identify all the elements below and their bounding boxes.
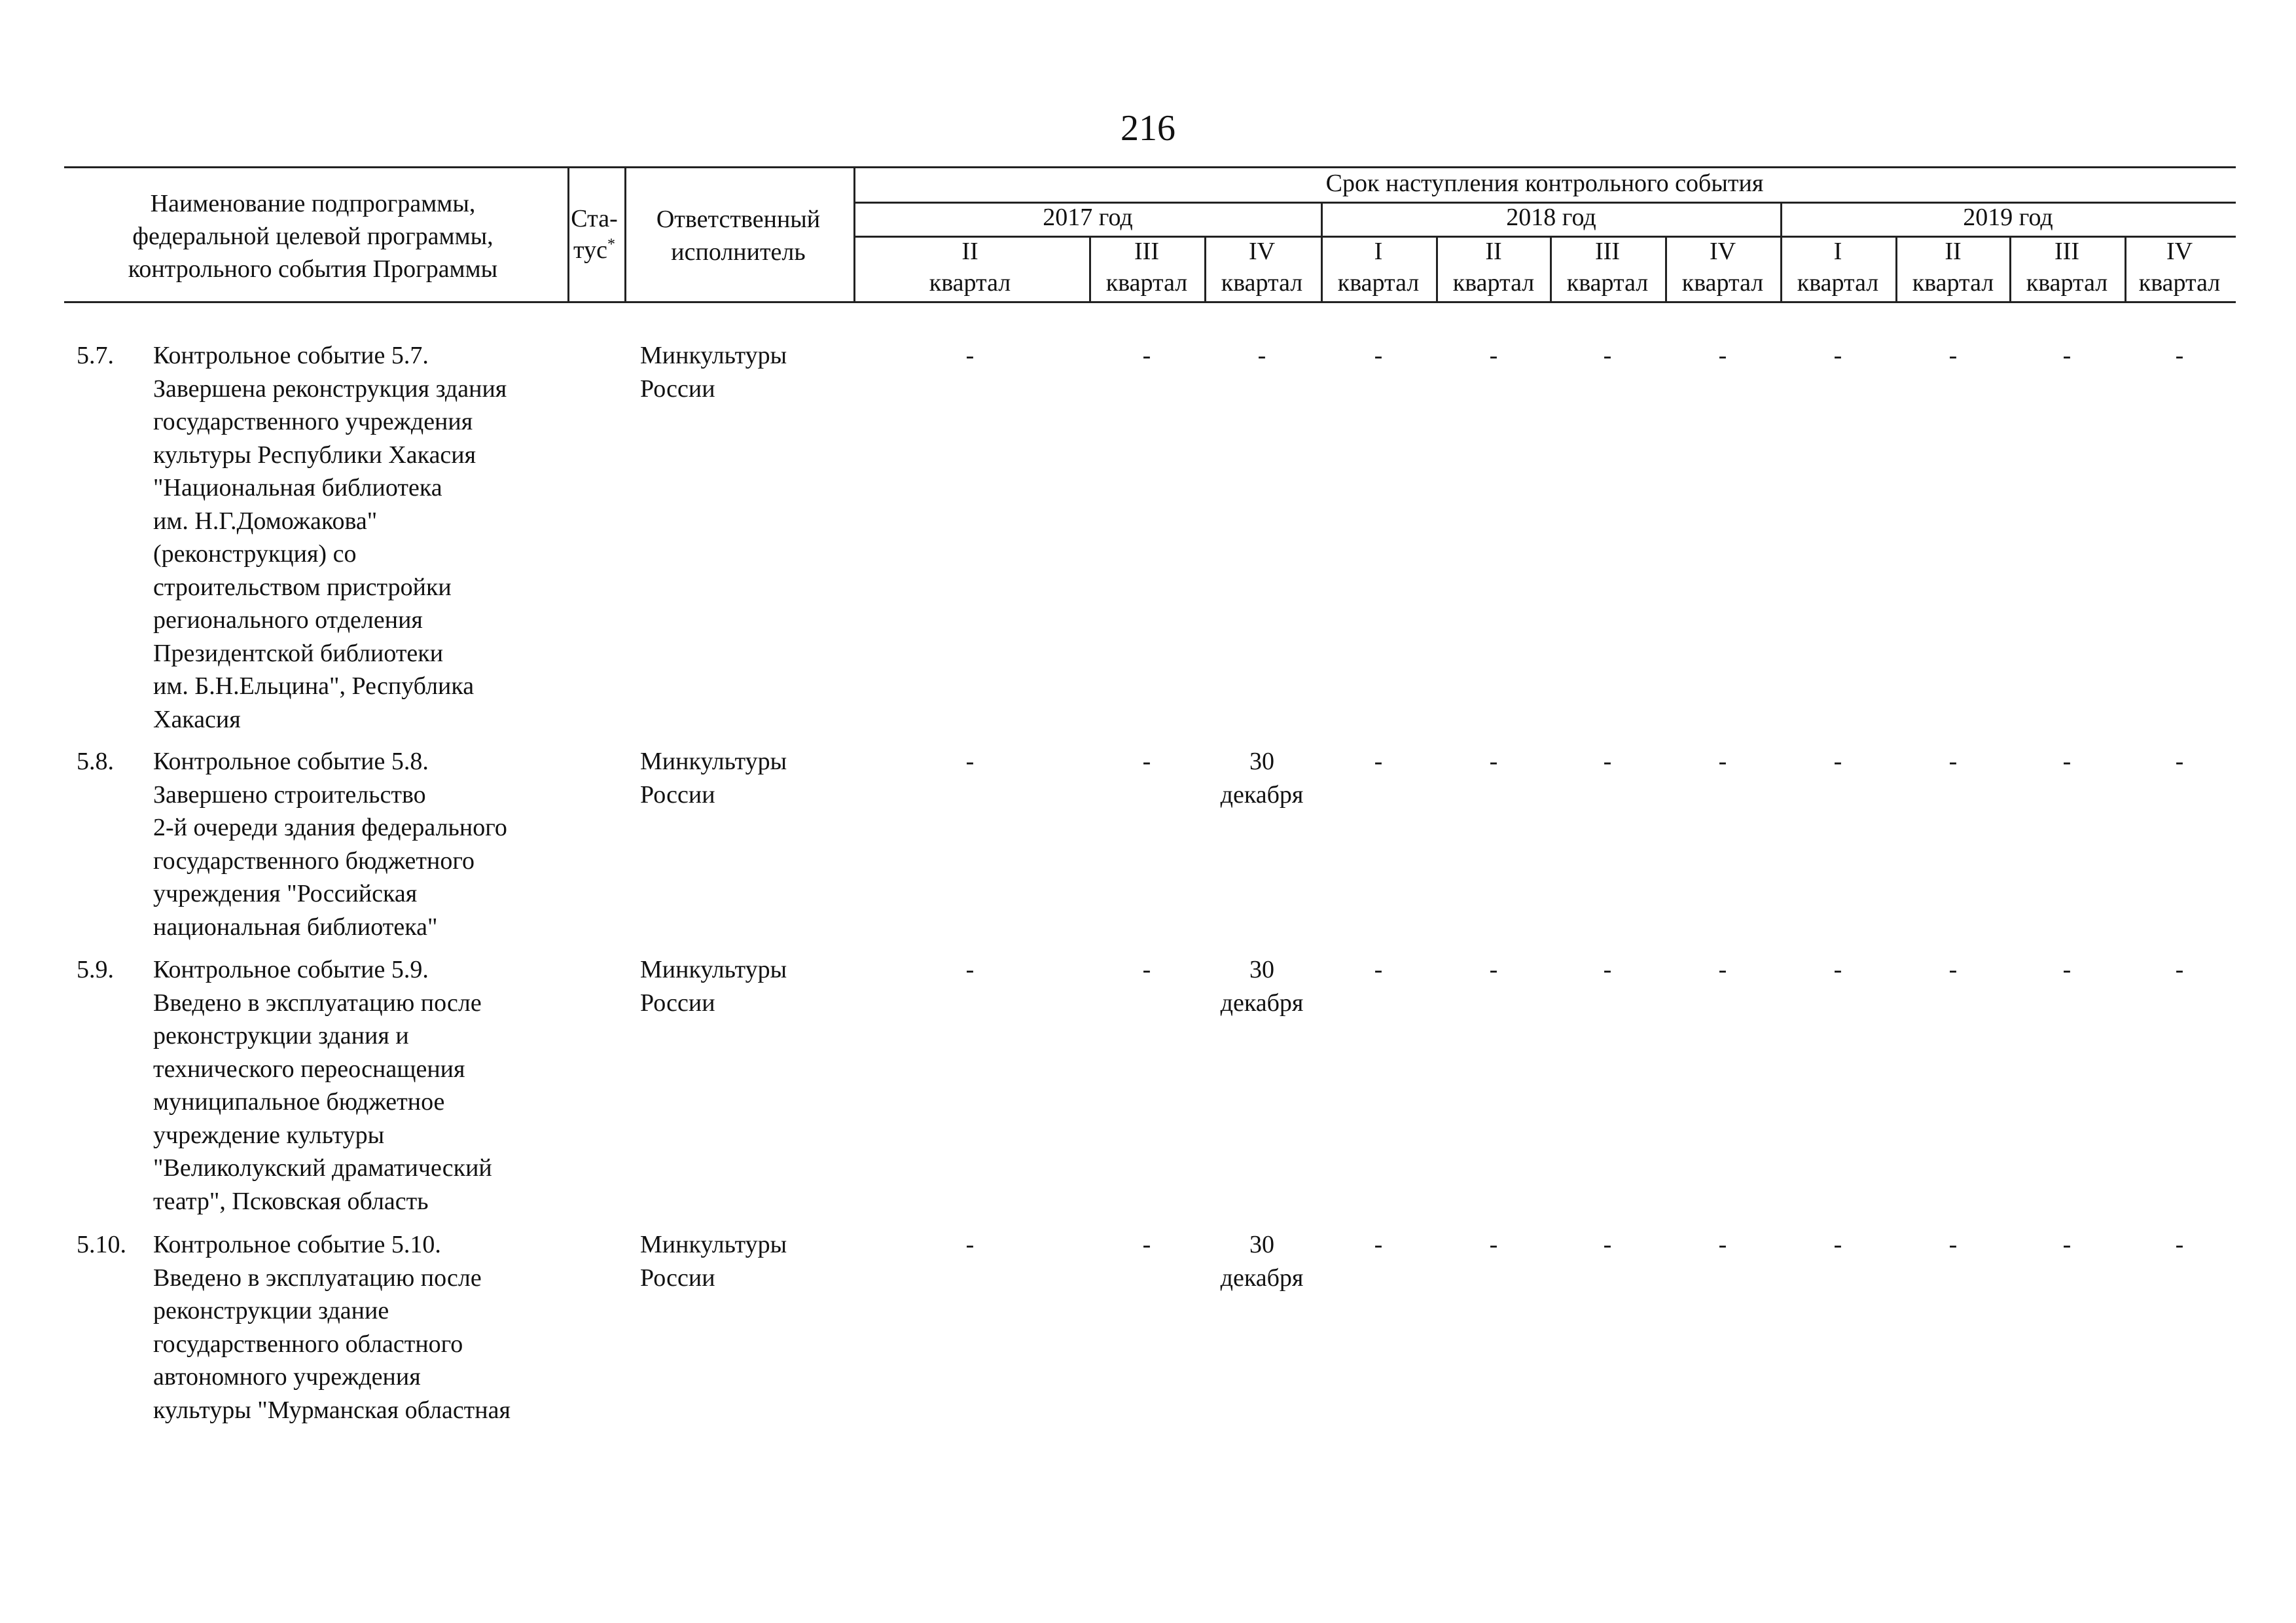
executor-line: России	[640, 1264, 715, 1292]
quarter-roman: III	[2054, 238, 2079, 265]
quarter-value	[1374, 339, 1383, 373]
quarter-value-line: -	[1833, 342, 1842, 369]
executor-line: России	[640, 989, 715, 1017]
quarter-value-line: -	[1833, 748, 1842, 775]
quarter-value	[1374, 953, 1383, 987]
header-executor-line: Ответственный	[656, 206, 821, 233]
quarter-value-line: декабря	[1220, 1264, 1304, 1292]
description-line: "Великолукский драматический	[153, 1154, 492, 1182]
executor-line: Минкультуры	[640, 342, 787, 369]
description-line: культуры Республики Хакасия	[153, 441, 476, 469]
description-line: Контрольное событие 5.9.	[153, 956, 429, 983]
quarter-value	[1834, 1228, 1842, 1262]
quarter-value-line: -	[1142, 342, 1151, 369]
description-line: муниципальное бюджетное	[153, 1088, 445, 1116]
quarter-value-line: -	[1489, 748, 1498, 775]
quarter-value-line: -	[2062, 956, 2072, 983]
description-line: Контрольное событие 5.8.	[153, 748, 429, 775]
quarter-value	[1834, 953, 1842, 987]
quarter-roman: III	[1595, 238, 1620, 265]
quarter-value	[2176, 339, 2184, 373]
description-line: государственного учреждения	[153, 408, 473, 435]
quarter-value	[966, 339, 975, 373]
quarter-value-line: -	[1948, 956, 1958, 983]
quarter-value-line: -	[1718, 342, 1727, 369]
description-line: им. Н.Г.Доможакова"	[153, 507, 378, 535]
quarter-value-line: декабря	[1220, 989, 1304, 1017]
quarter-value	[1143, 1228, 1151, 1262]
header-name-line: контрольного события Программы	[128, 255, 498, 283]
quarter-word: квартал	[1566, 269, 1649, 297]
executor-line: России	[640, 374, 715, 403]
description-line: Введено в эксплуатацию после	[153, 989, 482, 1017]
quarter-value	[1221, 745, 1304, 811]
quarter-value	[2063, 953, 2072, 987]
quarter-word: квартал	[2026, 269, 2108, 297]
quarter-value-line: -	[1142, 956, 1151, 983]
quarter-value-line: -	[2175, 1231, 2184, 1258]
quarter-value-line: -	[1948, 748, 1958, 775]
quarter-value	[2063, 745, 2072, 778]
quarter-value	[1604, 745, 1612, 778]
row-number: 5.8.	[77, 748, 114, 775]
executor-line: Минкультуры	[640, 956, 787, 983]
quarter-value	[1719, 339, 1727, 373]
quarter-value	[1949, 1228, 1958, 1262]
executor-line: Минкультуры	[640, 1231, 787, 1258]
description-line: Контрольное событие 5.7.	[153, 342, 429, 369]
quarter-value-line: -	[1948, 1231, 1958, 1258]
row-executor	[640, 745, 787, 811]
quarter-value-line: -	[1257, 342, 1266, 369]
row-description	[153, 745, 507, 943]
quarter-value-line: -	[1374, 1231, 1383, 1258]
description-line: Завершено строительство	[153, 780, 426, 809]
quarter-value-line: -	[1603, 956, 1612, 983]
description-line: Хакасия	[153, 705, 241, 733]
description-line: театр", Псковская область	[153, 1187, 429, 1215]
description-line: Контрольное событие 5.10.	[153, 1231, 441, 1258]
quarter-value-line: -	[2062, 1231, 2072, 1258]
quarter-value	[1143, 745, 1151, 778]
quarter-value-line: -	[1374, 342, 1383, 369]
quarter-value	[1490, 1228, 1498, 1262]
quarter-value-line: -	[1603, 342, 1612, 369]
quarter-word: квартал	[1337, 269, 1420, 297]
quarter-value	[1949, 339, 1958, 373]
row-number: 5.9.	[77, 956, 114, 983]
quarter-value	[1834, 339, 1842, 373]
description-line: строительством пристройки	[153, 573, 452, 601]
description-line: учреждения "Российская	[153, 880, 418, 907]
description-line: Президентской библиотеки	[153, 639, 444, 667]
executor-line: России	[640, 780, 715, 809]
quarter-value-line: -	[1142, 748, 1151, 775]
quarter-roman: I	[1374, 238, 1383, 265]
quarter-value-line: -	[1833, 956, 1842, 983]
header-name-line: федеральной целевой программы,	[132, 223, 493, 250]
description-line: реконструкции здания и	[153, 1022, 409, 1049]
header-status-word: тус	[573, 236, 607, 264]
quarter-value	[1374, 1228, 1383, 1262]
quarter-roman: II	[1945, 238, 1962, 265]
row-executor	[640, 953, 787, 1019]
description-line: государственного бюджетного	[153, 847, 475, 875]
page-number: 216	[1121, 108, 1175, 149]
quarter-value-line: -	[965, 342, 975, 369]
quarter-value	[966, 1228, 975, 1262]
quarter-roman: IV	[2166, 238, 2193, 265]
header-executor-line: исполнитель	[671, 238, 806, 266]
quarter-value	[1604, 1228, 1612, 1262]
description-line: автономного учреждения	[153, 1363, 421, 1391]
header-name-line: Наименование подпрограммы,	[150, 190, 476, 217]
quarter-value-line: -	[1142, 1231, 1151, 1258]
description-line: "Национальная библиотека	[153, 474, 442, 501]
description-line: 2-й очереди здания федерального	[153, 814, 507, 841]
executor-line: Минкультуры	[640, 748, 787, 775]
description-line: Введено в эксплуатацию после	[153, 1264, 482, 1292]
quarter-value	[1719, 953, 1727, 987]
quarter-word: квартал	[1797, 269, 1879, 297]
quarter-value-line: -	[2175, 342, 2184, 369]
quarter-value-line: -	[965, 956, 975, 983]
quarter-value	[1374, 745, 1383, 778]
quarter-word: квартал	[1912, 269, 1994, 297]
header-year-2018: 2018 год	[1506, 204, 1596, 231]
row-number: 5.10.	[77, 1231, 126, 1258]
quarter-value	[1490, 745, 1498, 778]
quarter-value-line: -	[1489, 342, 1498, 369]
quarter-value-line: -	[2062, 342, 2072, 369]
quarter-value	[2176, 745, 2184, 778]
quarter-word: квартал	[1681, 269, 1764, 297]
description-line: реконструкции здание	[153, 1297, 389, 1324]
quarter-value	[1604, 953, 1612, 987]
header-period-title: Срок наступления контрольного события	[1325, 170, 1764, 197]
row-description	[153, 953, 492, 1218]
description-line: регионального отделения	[153, 606, 423, 634]
quarter-value	[1143, 339, 1151, 373]
header-year-2019: 2019 год	[1963, 204, 2053, 231]
quarter-value-line: -	[2175, 956, 2184, 983]
quarter-value-line: -	[1489, 1231, 1498, 1258]
row-number: 5.7.	[77, 342, 114, 369]
quarter-value	[966, 953, 975, 987]
quarter-value-line: 30	[1249, 748, 1274, 775]
quarter-value-line: -	[965, 748, 975, 775]
quarter-value-line: -	[1374, 748, 1383, 775]
quarter-value-line: -	[1489, 956, 1498, 983]
quarter-roman: II	[1485, 238, 1502, 265]
description-line: государственного областного	[153, 1330, 463, 1358]
quarter-value-line: 30	[1249, 956, 1274, 983]
quarter-value	[2176, 953, 2184, 987]
quarter-value	[1834, 745, 1842, 778]
quarter-value-line: -	[1374, 956, 1383, 983]
quarter-roman: III	[1134, 238, 1159, 265]
quarter-value	[1604, 339, 1612, 373]
quarter-value	[1258, 339, 1266, 373]
quarter-value-line: -	[965, 1231, 975, 1258]
quarter-value-line: -	[1603, 1231, 1612, 1258]
quarter-word: квартал	[1452, 269, 1535, 297]
quarter-value-line: декабря	[1220, 780, 1304, 809]
quarter-value-line: -	[1833, 1231, 1842, 1258]
quarter-value-line: 30	[1249, 1231, 1274, 1258]
quarter-value	[1221, 1228, 1304, 1294]
description-line: учреждение культуры	[153, 1121, 385, 1149]
description-line: технического переоснащения	[153, 1055, 465, 1083]
row-executor	[640, 1228, 787, 1294]
quarter-value	[1490, 953, 1498, 987]
quarter-roman: I	[1833, 238, 1842, 265]
header-status-line: Ста-	[571, 205, 618, 232]
quarter-value	[1490, 339, 1498, 373]
quarter-value-line: -	[2175, 748, 2184, 775]
quarter-value-line: -	[1718, 956, 1727, 983]
quarter-value	[2063, 1228, 2072, 1262]
quarter-value	[2063, 339, 2072, 373]
quarter-value-line: -	[2062, 748, 2072, 775]
quarter-value-line: -	[1603, 748, 1612, 775]
quarter-value	[1143, 953, 1151, 987]
quarter-value	[1719, 1228, 1727, 1262]
description-line: культуры "Мурманская областная	[153, 1396, 511, 1424]
quarter-roman: IV	[1248, 238, 1276, 265]
quarter-value	[966, 745, 975, 778]
quarter-value-line: -	[1948, 342, 1958, 369]
quarter-value	[1949, 953, 1958, 987]
quarter-word: квартал	[929, 269, 1011, 297]
description-line: им. Б.Н.Ельцина", Республика	[153, 672, 475, 700]
quarter-value-line: -	[1718, 1231, 1727, 1258]
row-executor	[640, 339, 787, 405]
quarter-roman: IV	[1709, 238, 1736, 265]
quarter-word: квартал	[1105, 269, 1188, 297]
header-year-2017: 2017 год	[1043, 204, 1133, 231]
quarter-value	[1221, 953, 1304, 1019]
description-line: национальная библиотека"	[153, 913, 438, 941]
description-line: (реконструкция) со	[153, 540, 357, 568]
footnote-mark: *	[607, 236, 615, 253]
quarter-word: квартал	[2138, 269, 2221, 297]
quarter-value-line: -	[1718, 748, 1727, 775]
row-description	[153, 339, 507, 736]
quarter-word: квартал	[1221, 269, 1303, 297]
quarter-value	[2176, 1228, 2184, 1262]
quarter-roman: II	[961, 238, 978, 265]
row-description	[153, 1228, 511, 1427]
description-line: Завершена реконструкция здания	[153, 374, 507, 403]
quarter-value	[1949, 745, 1958, 778]
quarter-value	[1719, 745, 1727, 778]
